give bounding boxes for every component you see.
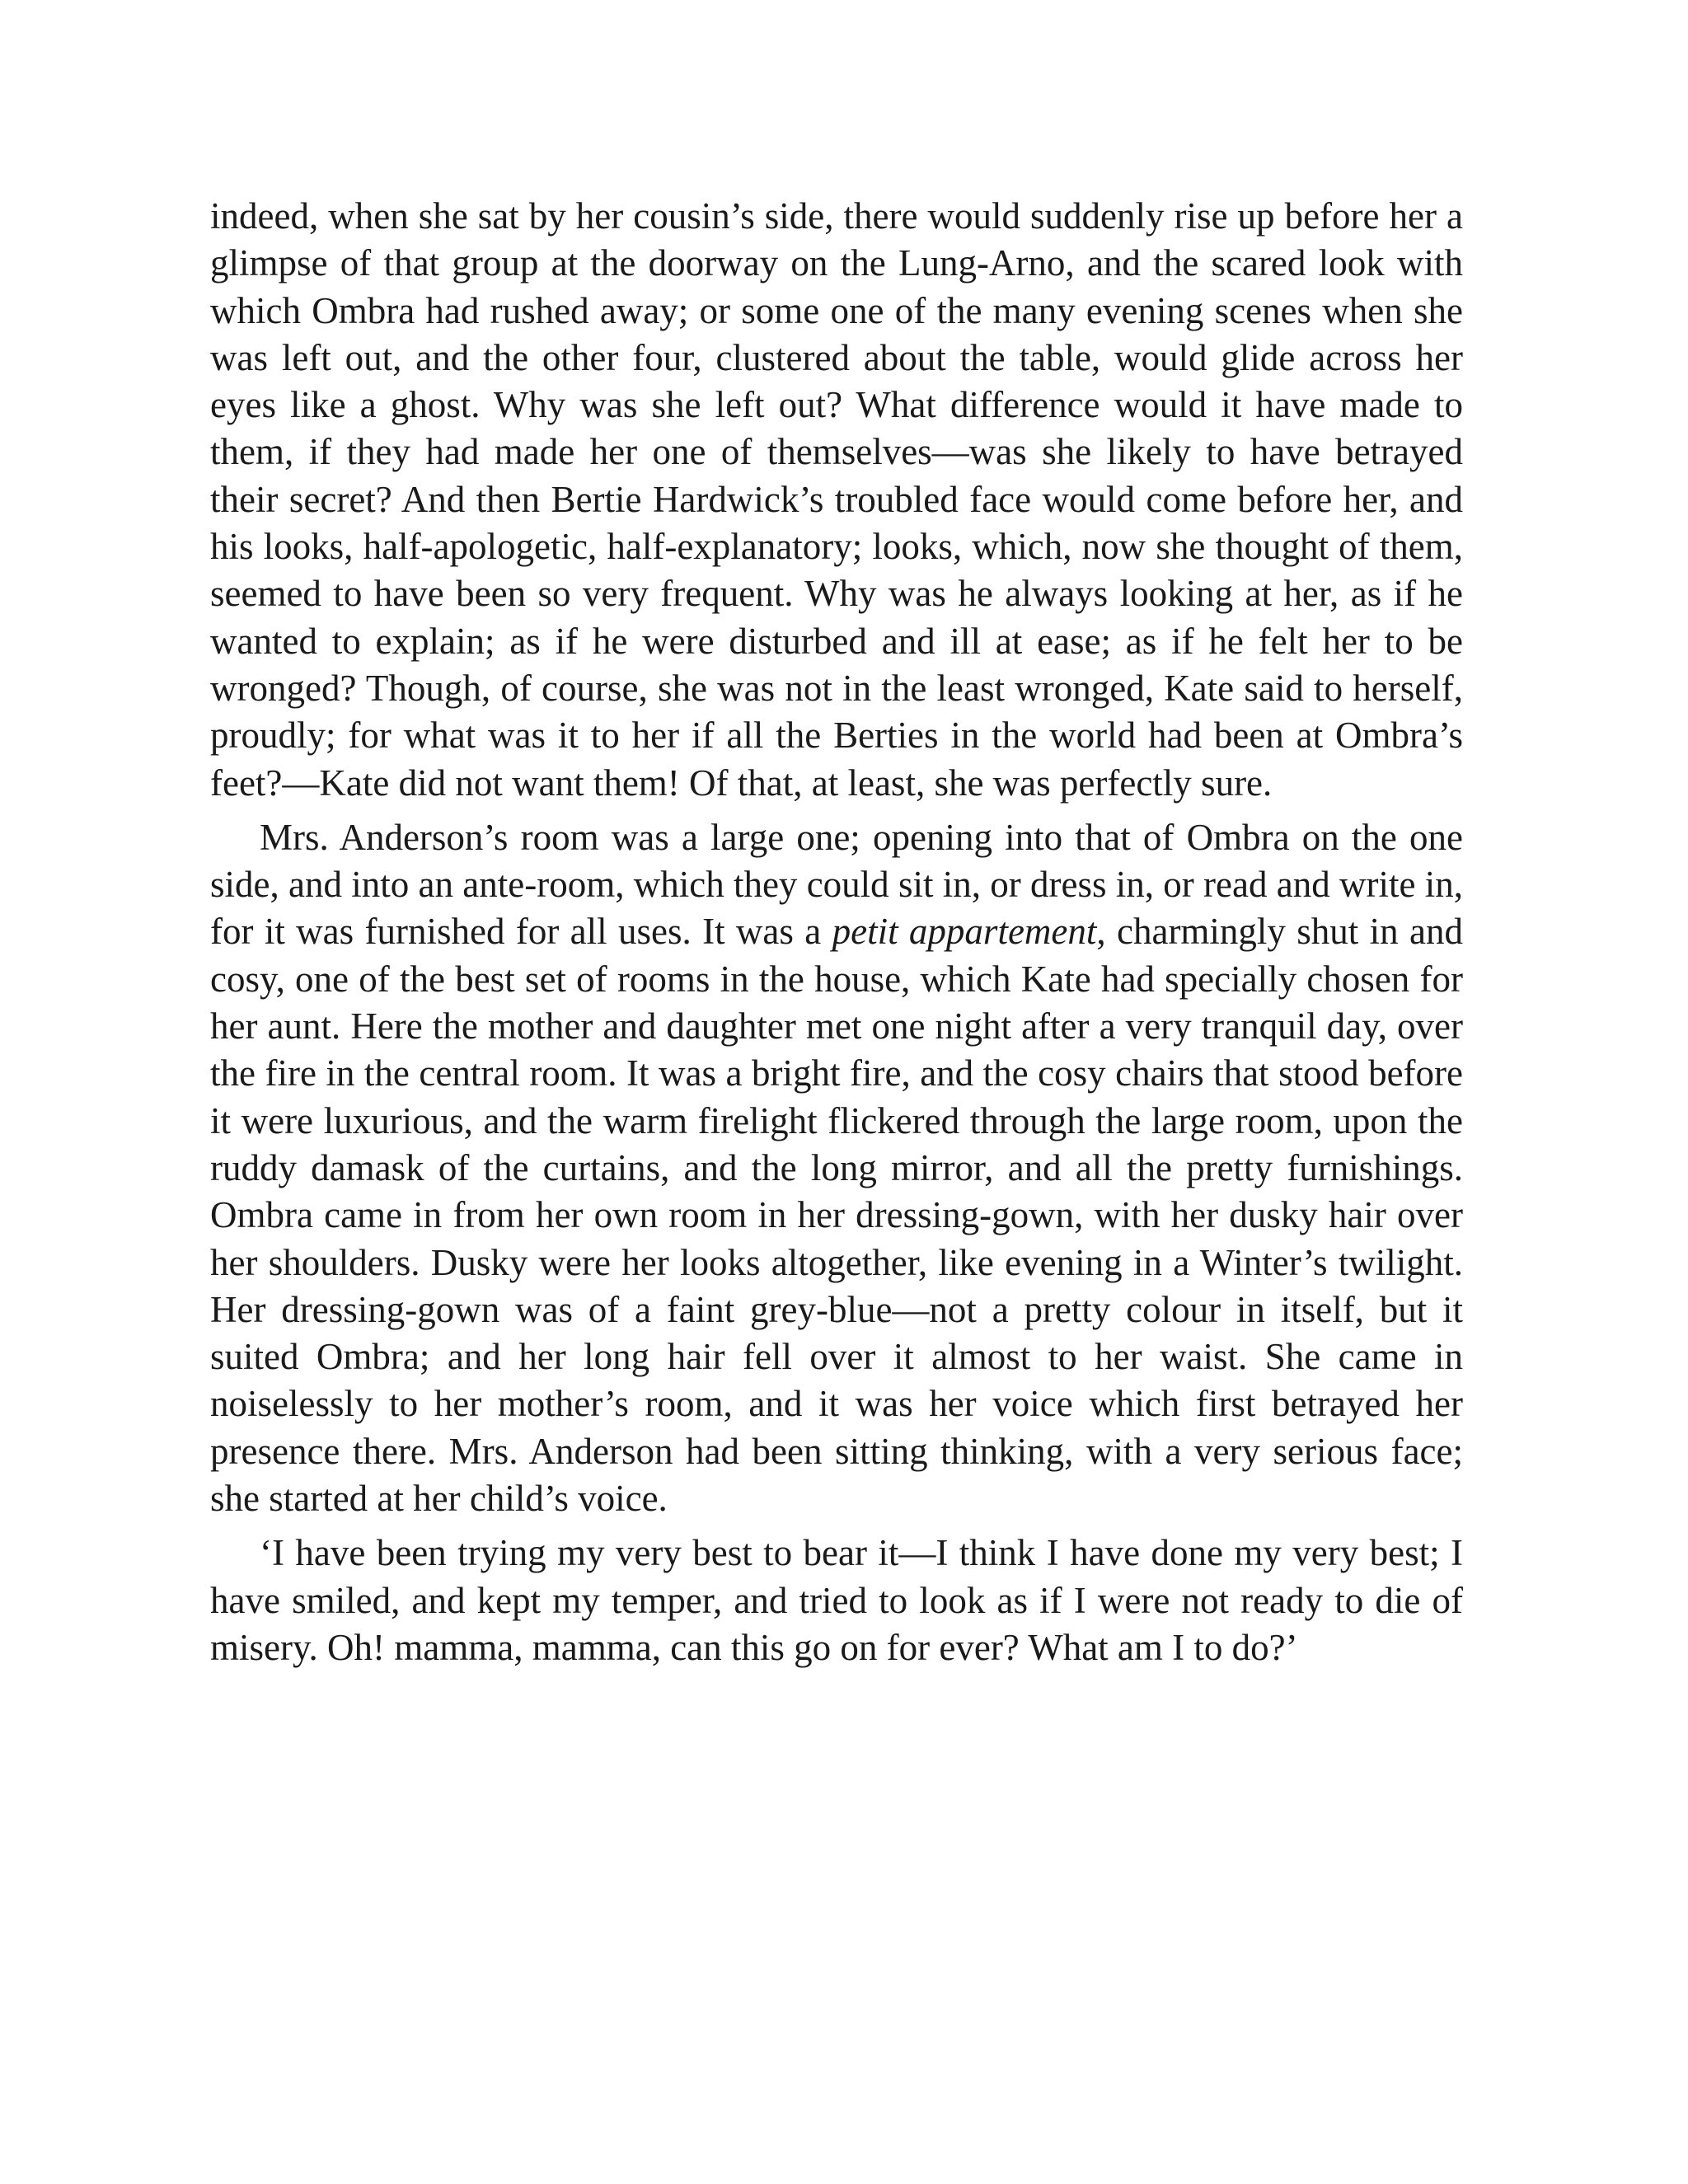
paragraph-3-text: ‘I have been trying my very best to bear it—I think I have done my very best; I have smiled, and kept my temper, and tried to look as if I were not ready to die of misery. Oh! mamma, mamma, can this go on for ever? What am I to do?’ — [210, 1532, 1463, 1668]
paragraph-3 — [210, 1530, 1463, 1671]
paragraph-2-text-b: , charmingly shut in and cosy, one of the best set of rooms in the house, which Kate had specially chosen for her aunt. Here the mother and daughter met one night after a very tranquil day, over the fire in the central room. It was a bright fire, and the cosy chairs that stood before it were luxurious, and the warm firelight flickered through the large room, upon the ruddy damask of the curtains, and the long mirror, and all the pretty furnishings. Ombra came in from her own room in her dressing-gown, with her dusky hair over her shoulders. Dusky were her looks altogether, like evening in a Winter’s twilight. Her dressing-gown was of a faint grey-blue—not a pretty colour in itself, but it suited Ombra; and her long hair fell over it almost to her waist. She came in noiselessly to her mother’s room, and it was her voice which first betrayed her presence there. Mrs. Anderson had been sitting thinking, with a very serious face; she started at her child’s voice. — [210, 911, 1463, 1520]
paragraph-2-italic-phrase: petit appartement — [832, 911, 1097, 953]
paragraph-2 — [210, 814, 1463, 1522]
paragraph-2-text-a: Mrs. Anderson’s room was a large one; opening into that of Ombra on the one side, and into an ante-room, which they could sit in, or dress in, or read and write in, for it was furnished for all uses. It was a — [210, 816, 1463, 953]
book-page — [210, 193, 1463, 1671]
paragraph-1 — [210, 193, 1463, 807]
paragraph-1-text: indeed, when she sat by her cousin’s side, there would suddenly rise up before her a glimpse of that group at the doorway on the Lung-Arno, and the scared look with which Ombra had rushed away; or some one of the many evening scenes when she was left out, and the other four, clustered about the table, would glide across her eyes like a ghost. Why was she left out? What difference would it have made to them, if they had made her one of themselves—was she likely to have betrayed their secret? And then Bertie Hardwick’s troubled face would come before her, and his looks, half-apologetic, half-explanatory; looks, which, now she thought of them, seemed to have been so very frequent. Why was he always looking at her, as if he wanted to explain; as if he were disturbed and ill at ease; as if he felt her to be wronged? Though, of course, she was not in the least wronged, Kate said to herself, proudly; for what was it to her if all the Berties in the world had been at Ombra’s feet?—Kate did not want them! Of that, at least, she was perfectly sure. — [210, 195, 1463, 804]
